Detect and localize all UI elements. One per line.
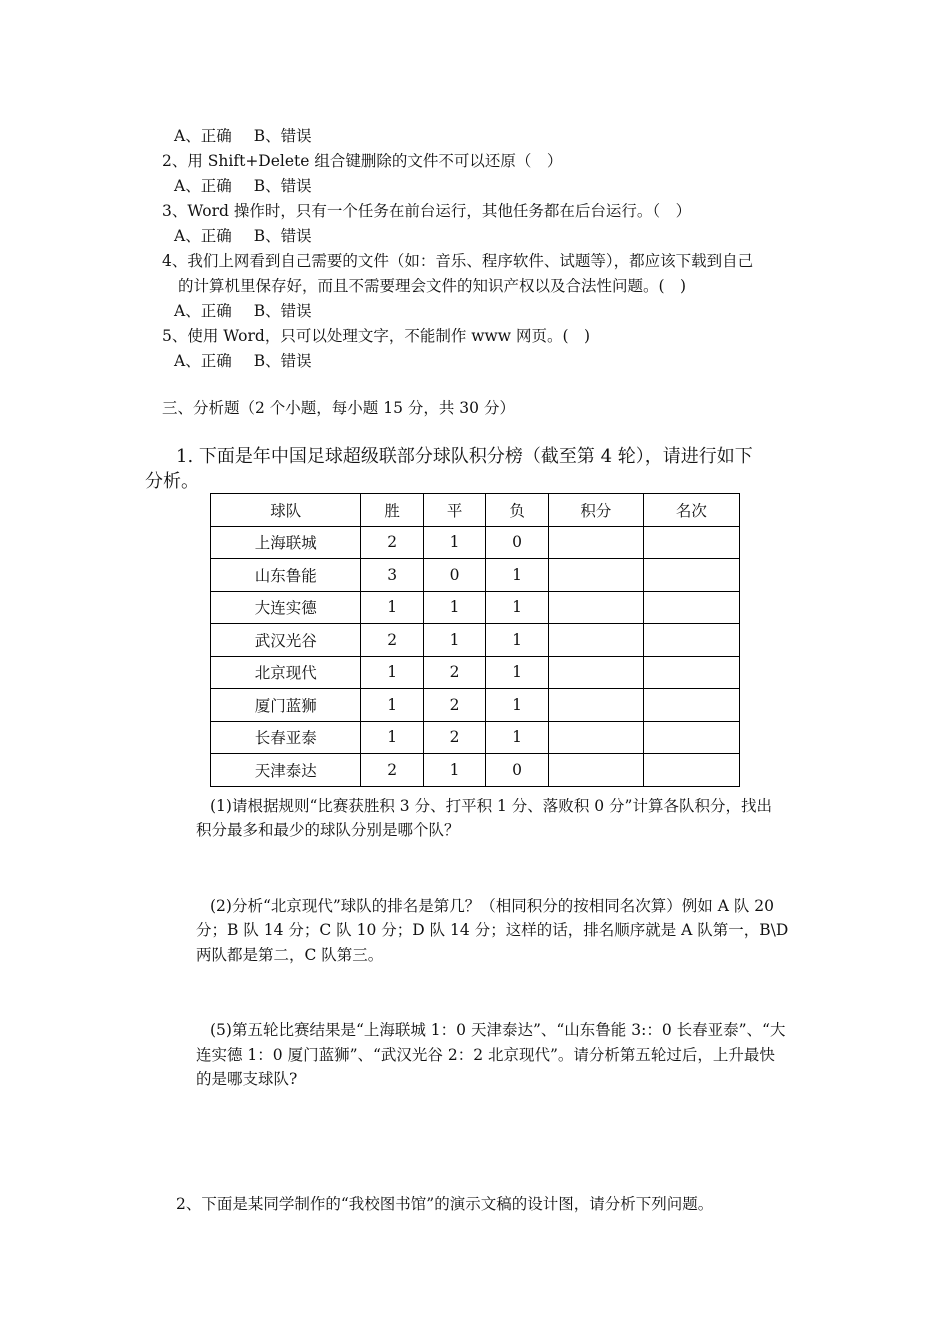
rank-cell bbox=[643, 559, 739, 592]
win-cell: 2 bbox=[361, 624, 423, 657]
rank-cell bbox=[643, 721, 739, 754]
draw-cell: 1 bbox=[423, 526, 485, 559]
sub2-line2: 分；B 队 14 分；C 队 10 分；D 队 14 分；这样的话，排名顺序就是 A 队第一，B\D bbox=[196, 921, 789, 939]
draw-cell: 2 bbox=[423, 656, 485, 689]
team-cell: 长春亚泰 bbox=[211, 721, 361, 754]
loss-cell: 1 bbox=[486, 656, 548, 689]
q4-option-b: B、错误 bbox=[253, 302, 312, 320]
analysis-q2-text: 2、下面是某同学制作的“我校图书馆”的演示文稿的设计图，请分析下列问题。 bbox=[176, 1195, 714, 1213]
q2-option-a: A、正确 bbox=[174, 177, 232, 195]
q3-options bbox=[174, 224, 312, 248]
rank-cell bbox=[643, 656, 739, 689]
q5-options bbox=[174, 349, 312, 373]
points-cell bbox=[548, 689, 643, 722]
table-row bbox=[211, 754, 740, 787]
header-draw: 平 bbox=[423, 494, 485, 527]
points-cell bbox=[548, 656, 643, 689]
q3-option-a: A、正确 bbox=[174, 227, 232, 245]
table-row bbox=[211, 591, 740, 624]
q1-option-a: A、正确 bbox=[174, 127, 232, 145]
header-points: 积分 bbox=[548, 494, 643, 527]
win-cell: 1 bbox=[361, 591, 423, 624]
q4-text-line2: 的计算机里保存好，而且不需要理会文件的知识产权以及合法性问题。( ) bbox=[178, 277, 687, 295]
rank-cell bbox=[643, 591, 739, 624]
table-row bbox=[211, 689, 740, 722]
header-win: 胜 bbox=[361, 494, 423, 527]
draw-cell: 2 bbox=[423, 689, 485, 722]
rank-cell bbox=[643, 689, 739, 722]
table-row bbox=[211, 721, 740, 754]
sub2-line1: (2)分析“北京现代”球队的排名是第几？（相同积分的按相同名次算）例如 A 队 20 bbox=[210, 897, 775, 915]
header-loss: 负 bbox=[486, 494, 548, 527]
analysis-q1-intro-line1: 1. 下面是年中国足球超级联部分球队积分榜（截至第 4 轮），请进行如下 bbox=[176, 446, 753, 467]
draw-cell: 1 bbox=[423, 624, 485, 657]
q1-options bbox=[174, 124, 312, 148]
win-cell: 2 bbox=[361, 526, 423, 559]
points-cell bbox=[548, 559, 643, 592]
points-cell bbox=[548, 721, 643, 754]
loss-cell: 1 bbox=[486, 689, 548, 722]
q5-option-a: A、正确 bbox=[174, 352, 232, 370]
team-cell: 厦门蓝狮 bbox=[211, 689, 361, 722]
team-cell: 上海联城 bbox=[211, 526, 361, 559]
q5-option-b: B、错误 bbox=[253, 352, 312, 370]
points-cell bbox=[548, 591, 643, 624]
team-cell: 武汉光谷 bbox=[211, 624, 361, 657]
analysis-q1-intro-line2: 分析。 bbox=[145, 471, 199, 492]
points-cell bbox=[548, 526, 643, 559]
team-cell: 北京现代 bbox=[211, 656, 361, 689]
points-cell bbox=[548, 624, 643, 657]
win-cell: 2 bbox=[361, 754, 423, 787]
section3-heading: 三、分析题（2 个小题，每小题 15 分，共 30 分） bbox=[162, 399, 515, 417]
team-cell: 大连实德 bbox=[211, 591, 361, 624]
q5-text: 5、使用 Word，只可以处理文字，不能制作 www 网页。( ) bbox=[162, 327, 591, 345]
standings-table bbox=[210, 493, 740, 787]
header-team: 球队 bbox=[211, 494, 361, 527]
rank-cell bbox=[643, 526, 739, 559]
sub2-line3: 两队都是第二，C 队第三。 bbox=[196, 946, 384, 964]
table-row bbox=[211, 526, 740, 559]
points-cell bbox=[548, 754, 643, 787]
loss-cell: 1 bbox=[486, 721, 548, 754]
rank-cell bbox=[643, 624, 739, 657]
loss-cell: 0 bbox=[486, 754, 548, 787]
team-cell: 山东鲁能 bbox=[211, 559, 361, 592]
rank-cell bbox=[643, 754, 739, 787]
header-rank: 名次 bbox=[643, 494, 739, 527]
q3-text: 3、Word 操作时，只有一个任务在前台运行，其他任务都在后台运行。（ ） bbox=[162, 202, 692, 220]
draw-cell: 0 bbox=[423, 559, 485, 592]
loss-cell: 1 bbox=[486, 591, 548, 624]
table-header-row bbox=[211, 494, 740, 527]
q4-options bbox=[174, 299, 312, 323]
q1-option-b: B、错误 bbox=[253, 127, 312, 145]
q2-text: 2、用 Shift+Delete 组合键删除的文件不可以还原（ ） bbox=[162, 152, 563, 170]
win-cell: 1 bbox=[361, 656, 423, 689]
q3-option-b: B、错误 bbox=[253, 227, 312, 245]
table-row bbox=[211, 624, 740, 657]
q4-option-a: A、正确 bbox=[174, 302, 232, 320]
loss-cell: 1 bbox=[486, 559, 548, 592]
sub5-line1: (5)第五轮比赛结果是“上海联城 1：0 天津泰达”、“山东鲁能 3:：0 长春亚泰”、“大 bbox=[210, 1021, 786, 1039]
sub5-line3: 的是哪支球队? bbox=[196, 1070, 298, 1088]
win-cell: 1 bbox=[361, 721, 423, 754]
table-row bbox=[211, 656, 740, 689]
draw-cell: 1 bbox=[423, 591, 485, 624]
sub5-line2: 连实德 1：0 厦门蓝狮”、“武汉光谷 2：2 北京现代”。请分析第五轮过后，上升最快 bbox=[196, 1046, 775, 1064]
table-row bbox=[211, 559, 740, 592]
loss-cell: 0 bbox=[486, 526, 548, 559]
draw-cell: 1 bbox=[423, 754, 485, 787]
win-cell: 3 bbox=[361, 559, 423, 592]
win-cell: 1 bbox=[361, 689, 423, 722]
sub1-line2: 积分最多和最少的球队分别是哪个队？ bbox=[196, 821, 460, 839]
q4-text-line1: 4、我们上网看到自己需要的文件（如：音乐、程序软件、试题等），都应该下载到自己 bbox=[162, 252, 754, 270]
team-cell: 天津泰达 bbox=[211, 754, 361, 787]
q2-option-b: B、错误 bbox=[253, 177, 312, 195]
draw-cell: 2 bbox=[423, 721, 485, 754]
sub1-line1: (1)请根据规则“比赛获胜积 3 分、打平积 1 分、落败积 0 分”计算各队积分，找出 bbox=[210, 797, 772, 815]
q2-options bbox=[174, 174, 312, 198]
loss-cell: 1 bbox=[486, 624, 548, 657]
